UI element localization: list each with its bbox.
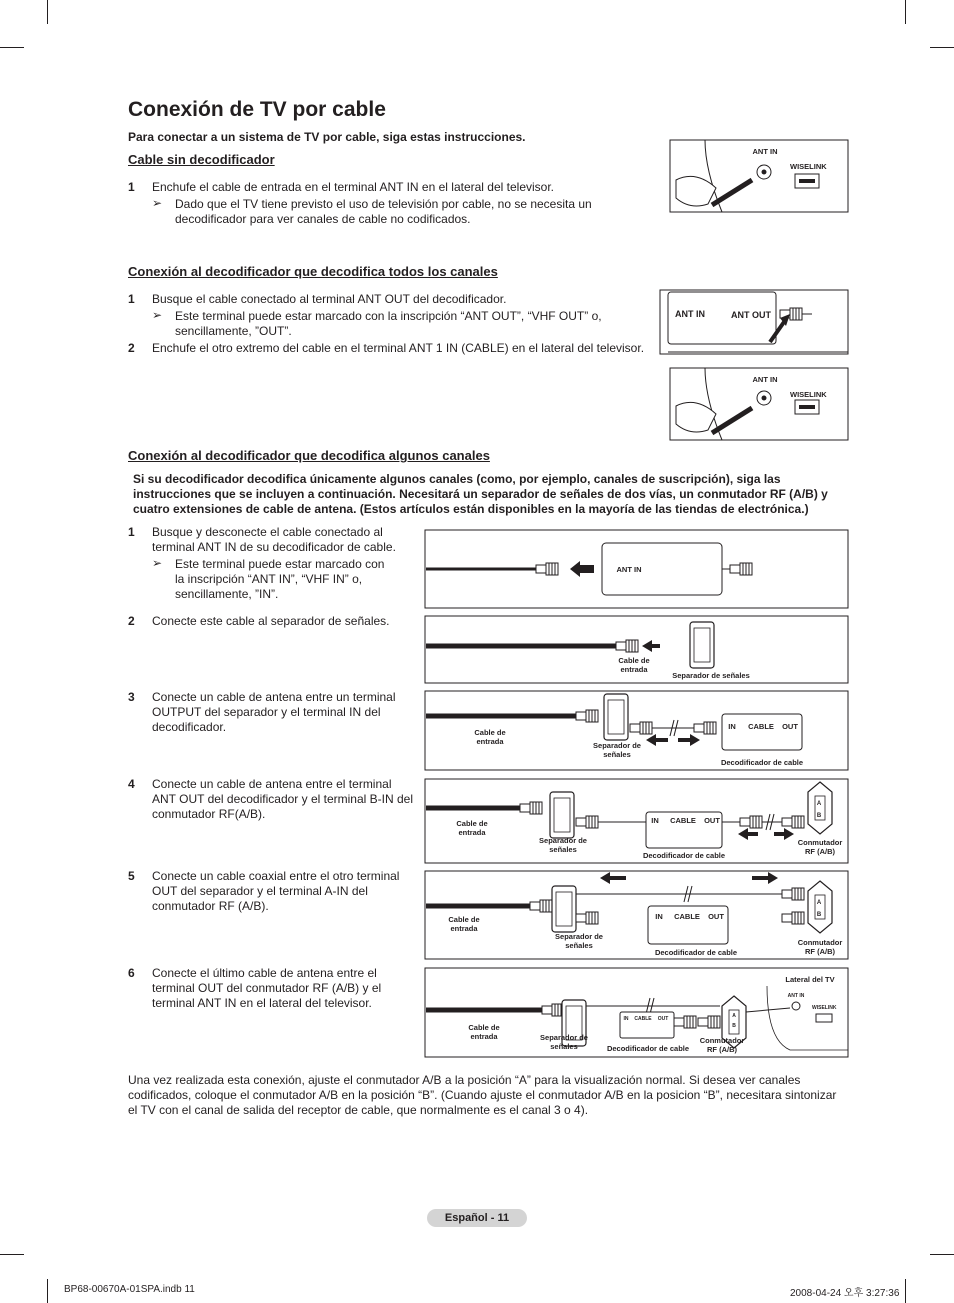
label-ant-in: ANT IN	[752, 147, 778, 156]
label-ant-in: ANT IN	[787, 993, 805, 999]
step-number: 5	[128, 869, 135, 883]
note-arrow-icon: ➢	[152, 308, 163, 322]
step-number: 1	[128, 525, 135, 539]
label-conmutador: Conmutador RF (A/B)	[797, 838, 843, 856]
label-cable-de-entrada: Cable de entrada	[618, 656, 650, 674]
label-b: B	[816, 912, 822, 918]
label-separador: Separador de señales	[540, 1033, 588, 1051]
page-title: Conexión de TV por cable	[128, 98, 386, 121]
label-separador: Separador de señales	[539, 836, 587, 854]
step-text: Enchufe el otro extremo del cable en el terminal ANT 1 IN (CABLE) en el lateral del televisor.	[152, 341, 645, 355]
label-out: OUT	[704, 816, 720, 825]
step-number: 4	[128, 777, 135, 791]
label-cable: CABLE	[670, 816, 696, 825]
step-text: Conecte el último cable de antena entre el terminal OUT del conmutador RF (A/B) y el terminal ANT IN en el lateral del televisor.	[152, 966, 382, 1010]
label-decodificador: Decodificador de cable	[720, 758, 804, 767]
note-arrow-icon: ➢	[152, 556, 163, 570]
note-text: Este terminal puede estar marcado con la inscripción “ANT OUT”, “VHF OUT” o, sencillamente, ”OUT”.	[175, 309, 602, 338]
step-text: Conecte un cable de antena entre un terminal OUTPUT del separador y el terminal IN del decodificador.	[152, 690, 396, 734]
label-wiselink: WISELINK	[790, 390, 827, 399]
label-cable: CABLE	[748, 722, 774, 731]
label-cable-de-entrada: Cable de entrada	[468, 1023, 500, 1041]
step-number: 1	[128, 292, 135, 306]
label-b: B	[732, 1023, 736, 1029]
section-intro: Si su decodificador decodifica únicamente algunos canales (como, por ejemplo, canales de suscripción), siga las instrucciones que se incluyen a continuación. Necesitará un separador de señales de dos vías, un conmutador RF (A/B) y cuatro extensiones de cable de antena. (Estos artículos están disponibles en la mayoría de las tiendas de electrónica.)	[133, 472, 828, 516]
step-number: 2	[128, 614, 135, 628]
label-cable-de-entrada: Cable de entrada	[456, 819, 488, 837]
label-conmutador: Conmutador RF (A/B)	[699, 1036, 745, 1054]
step-number: 2	[128, 341, 135, 355]
step-text: Conecte un cable de antena entre el terminal ANT OUT del decodificador y el terminal B-IN del conmutador RF(A/B).	[152, 777, 413, 821]
label-lateral-tv: Lateral del TV	[785, 975, 835, 984]
footer-filename: BP68-00670A-01SPA.indb 11	[64, 1284, 195, 1295]
label-out: OUT	[708, 912, 724, 921]
note-text: Dado que el TV tiene previsto el uso de televisión por cable, no se necesita un decodificador para ver canales de cable no codificados.	[175, 197, 592, 226]
section-heading-some-channels: Conexión al decodificador que decodifica algunos canales	[128, 448, 490, 463]
label-ant-in: ANT IN	[675, 309, 705, 319]
label-b: B	[816, 813, 822, 819]
step-text: Busque y desconecte el cable conectado al terminal ANT IN de su decodificador de cable.	[152, 525, 396, 554]
step-text: Enchufe el cable de entrada en el terminal ANT IN en el lateral del televisor.	[152, 180, 555, 194]
label-a: A	[816, 900, 822, 906]
label-ant-in: ANT IN	[752, 375, 778, 384]
label-wiselink: WISELINK	[812, 1005, 837, 1011]
label-wiselink: WISELINK	[790, 162, 827, 171]
label-cable-de-entrada: Cable de entrada	[448, 915, 480, 933]
label-a: A	[732, 1013, 736, 1019]
label-out: OUT	[782, 722, 798, 731]
label-decodificador: Decodificador de cable	[654, 948, 738, 957]
label-in: IN	[655, 912, 663, 921]
label-cable: CABLE	[634, 1016, 652, 1022]
step-text: Conecte un cable coaxial entre el otro terminal OUT del separador y el terminal A-IN del conmutador RF (A/B).	[152, 869, 400, 913]
section-heading-all-channels: Conexión al decodificador que decodifica todos los canales	[128, 264, 498, 279]
label-in: IN	[651, 816, 659, 825]
page-number-badge: Español - 11	[427, 1209, 527, 1227]
label-cable: CABLE	[674, 912, 700, 921]
label-conmutador: Conmutador RF (A/B)	[797, 938, 843, 956]
label-decodificador: Decodificador de cable	[642, 851, 726, 860]
footer-timestamp: 2008-04-24 오후 3:27:36	[790, 1288, 900, 1299]
label-ant-out: ANT OUT	[731, 310, 771, 320]
page-intro: Para conectar a un sistema de TV por cable, siga estas instrucciones.	[128, 130, 526, 144]
label-in: IN	[623, 1016, 629, 1022]
label-separador: Separador de señales	[555, 932, 603, 950]
label-in: IN	[728, 722, 736, 731]
step-text: Conecte este cable al separador de señales.	[152, 614, 390, 628]
label-separador: Separador de señales	[593, 741, 641, 759]
label-a: A	[816, 801, 822, 807]
note-text: Este terminal puede estar marcado con la inscripción “ANT IN”, “VHF IN” o, sencillamente, ”IN”.	[175, 557, 385, 601]
step-number: 6	[128, 966, 135, 980]
section-heading-no-decoder: Cable sin decodificador	[128, 152, 275, 167]
step-number: 1	[128, 180, 135, 194]
step-text: Busque el cable conectado al terminal ANT OUT del decodificador.	[152, 292, 507, 306]
label-separador: Separador de señales	[672, 671, 750, 680]
closing-paragraph: Una vez realizada esta conexión, ajuste el conmutador A/B a la posición “A” para la visualización normal. Si desea ver canales codificados, coloque el conmutador A/B en la posición “B”. (Cuando ajuste el conmutador A/B en la posicion “B”, necesitara sintonizar el TV con el canal de salida del receptor de cable, que normalmente es el canal 3 o 4).	[128, 1073, 837, 1117]
label-decodificador: Decodificador de cable	[606, 1044, 690, 1053]
label-cable-de-entrada: Cable de entrada	[474, 728, 506, 746]
label-ant-in: ANT IN	[616, 565, 642, 574]
label-out: OUT	[657, 1016, 669, 1022]
note-arrow-icon: ➢	[152, 196, 163, 210]
step-number: 3	[128, 690, 135, 704]
